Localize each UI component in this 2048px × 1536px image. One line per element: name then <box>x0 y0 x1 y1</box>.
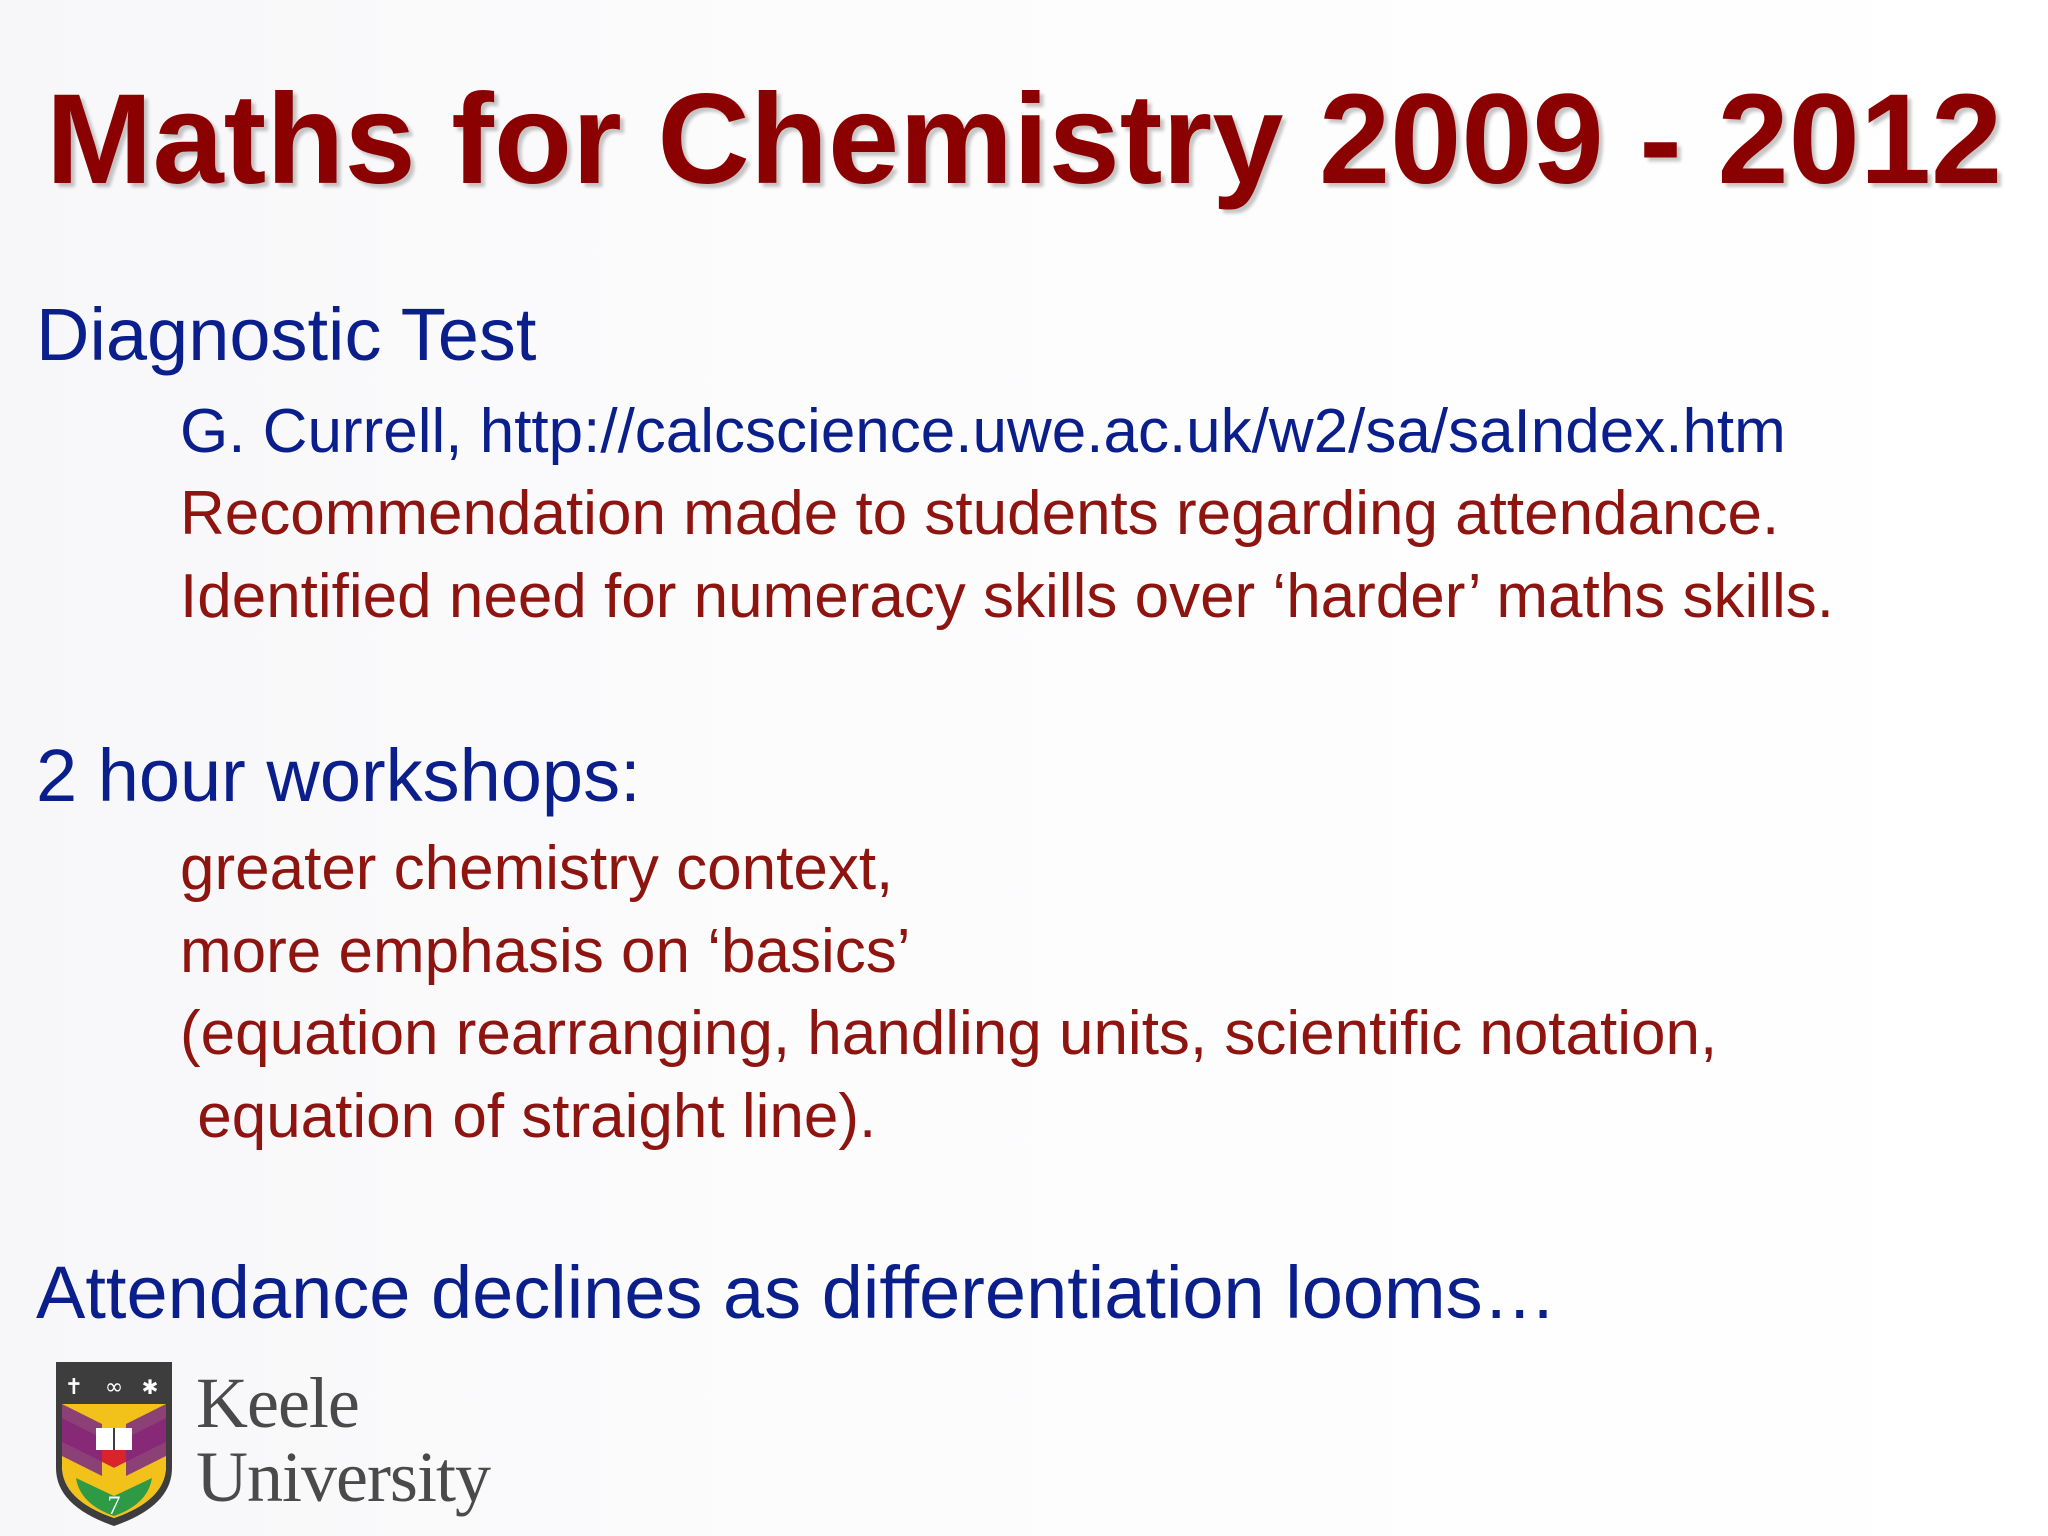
workshop-line-straight-line: equation of straight line). <box>180 1082 877 1151</box>
workshop-line-basics: more emphasis on ‘basics’ <box>180 917 911 986</box>
logo-text-keele: Keele <box>196 1363 359 1443</box>
identified-need-line: Identified need for numeracy skills over ‘harder’ maths skills. <box>180 562 1835 631</box>
slide-title: Maths for Chemistry 2009 - 2012 <box>45 68 2003 211</box>
section-heading-workshops: 2 hour workshops: <box>36 734 641 817</box>
svg-text:✝: ✝ <box>64 1375 84 1400</box>
logo-text-university: University <box>196 1437 490 1517</box>
svg-text:∞: ∞ <box>104 1375 124 1400</box>
svg-text:✱: ✱ <box>141 1375 159 1399</box>
recommendation-line: Recommendation made to students regarding attendance. <box>180 479 1780 548</box>
svg-text:7: 7 <box>107 1491 121 1520</box>
keele-crest-icon <box>52 1358 176 1530</box>
keele-university-logo <box>52 1358 512 1530</box>
workshop-line-topics: (equation rearranging, handling units, scientific notation, <box>180 999 1718 1068</box>
reference-line: G. Currell, http://calcscience.uwe.ac.uk/w2/sa/saIndex.htm <box>180 397 1786 466</box>
section-heading-diagnostic-test: Diagnostic Test <box>36 293 537 376</box>
workshop-line-context: greater chemistry context, <box>180 834 894 903</box>
closing-statement: Attendance declines as differentiation looms… <box>36 1251 1557 1334</box>
